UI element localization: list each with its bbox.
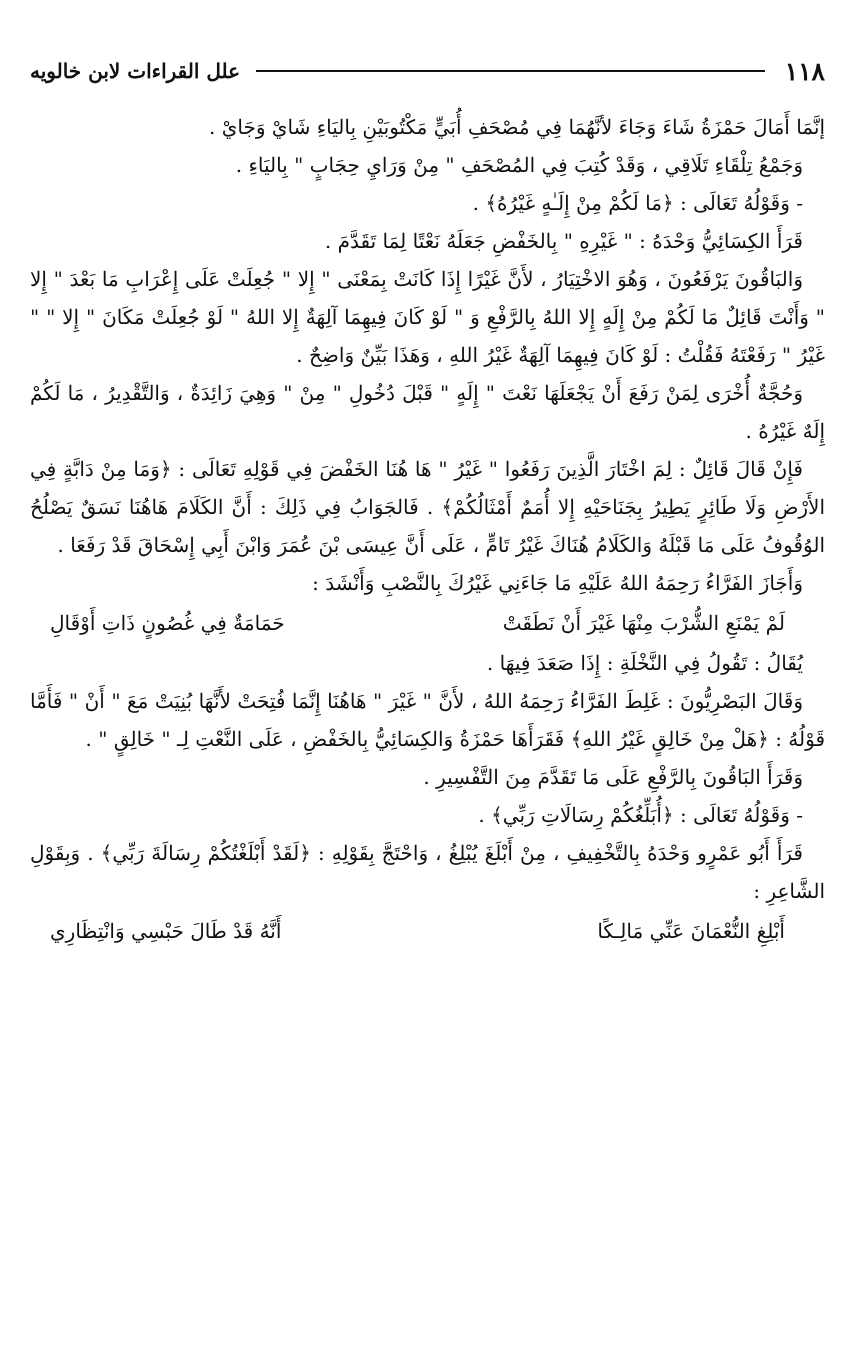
verse-first-hemistich: لَمْ يَمْنَعِ الشُّرْبَ مِنْهَا غَيْرَ أَنْ نَطَقَتْ: [502, 611, 785, 635]
paragraph: - وَقَوْلُهُ تَعَالَى : ﴿مَا لَكُمْ مِنْ إِلَـٰهٍ غَيْرُهُ﴾ .: [472, 191, 803, 215]
paragraph: قَرَأَ أَبُو عَمْرٍو وَحْدَهُ بِالتَّخْفِيفِ ، مِنْ أَبْلَغَ يُبْلِغُ ، وَاحْتَجَّ بِقَوْلِهِ : ﴿لَقَدْ أَبْلَغْتُكُمْ رِسَالَةَ رَبِّي﴾ . وَبِقَوْلِ الشَّاعِرِ :: [30, 841, 825, 903]
paragraph: وَجَمْعُ تِلْقَاءِ تَلَاقِي ، وَقَدْ كُتِبَ فِي المُصْحَفِ " مِنْ وَرَايِ حِجَابٍ " بِاليَاءِ .: [235, 153, 803, 177]
header-rule: [256, 70, 765, 72]
paragraph: وَقَرَأَ البَاقُونَ بِالرَّفْعِ عَلَى مَا تَقَدَّمَ مِنَ التَّفْسِيرِ .: [423, 765, 803, 789]
poetry-verse: [30, 604, 825, 642]
paragraph: إنَّمَا أَمَالَ حَمْزَةُ شَاءَ وَجَاءَ لأنَّهُمَا فِي مُصْحَفِ أُبَيٍّ مَكْتُوبَيْنِ بِاليَاءِ شَايْ وَجَايْ .: [209, 115, 825, 139]
paragraph: وَالبَاقُونَ يَرْفَعُونَ ، وَهُوَ الاخْتِيَارُ ، لأَنَّ غَيْرًا إِذَا كَانَتْ بِمَعْنَى " إِلا " جُعِلَتْ عَلَى إِعْرَابِ مَا بَعْدَ " إِلا " وَأَنْتَ قَائِلٌ مَا لَكُمْ مِنْ إِلَهٍ إِلا اللهُ بِالرَّفْعِ وَ " لَوْ كَانَ فِيهِمَا آلِهَةٌ إِلا اللهُ " لَوْ جُعِلَتْ مَكَانَ " إِلا " " غَيْرُ " رَفَعْتَهُ فَقُلْتُ : لَوْ كَانَ فِيهِمَا آلِهَةٌ غَيْرُ اللهِ ، وَهَذَا بَيِّنٌ وَاضِحٌ .: [30, 267, 825, 367]
paragraph: يُقَالُ : تَقُولُ فِي النَّخْلَةِ : إِذَا صَعَدَ فِيهَا .: [486, 651, 803, 675]
verse-second-hemistich: حَمَامَةٌ فِي غُصُونٍ ذَاتِ أَوْقَالِ: [50, 611, 285, 635]
paragraph: - وَقَوْلُهُ تَعَالَى : ﴿أُبَلِّغُكُمْ رِسَالَاتِ رَبِّي﴾ .: [478, 803, 803, 827]
paragraph: وَحُجَّةٌ أُخْرَى لِمَنْ رَفَعَ أَنْ يَجْعَلَهَا نَعْتَ " إِلَهٍ " قَبْلَ دُخُولِ " مِنْ " وَهِيَ زَائِدَةٌ ، وَالتَّقْدِيرُ ، مَا لَكُمْ إِلَهٌ غَيْرُهُ .: [30, 381, 825, 443]
running-title: علل القراءات لابن خالويه: [30, 59, 241, 83]
page-number: ١١٨: [784, 56, 825, 86]
paragraph: فَإِنْ قَالَ قَائِلٌ : لِمَ اخْتَارَ الَّذِينَ رَفَعُوا " غَيْرُ " هَا هُنَا الخَفْضَ فِي قَوْلِهِ تَعَالَى : ﴿وَمَا مِنْ دَابَّةٍ فِي الأَرْضِ وَلَا طَائِرٍ يَطِيرُ بِجَنَاحَيْهِ إِلا أُمَمٌ أَمْثَالُكُمْ﴾ . فَالجَوَابُ فِي ذَلِكَ : أَنَّ الكَلَامَ هَاهُنَا نَسَقٌ يَصْلُحُ الوُقُوفُ عَلَى مَا قَبْلَهُ وَالكَلَامُ هُنَاكَ غَيْرُ تَامٍّ ، عَلَى أَنَّ عِيسَى بْنَ عُمَرَ وَابْنَ أَبِي إِسْحَاقَ قَدْ رَفَعَا .: [30, 457, 825, 557]
paragraph: قَرَأَ الكِسَائِيُّ وَحْدَهُ : " غَيْرِهِ " بِالخَفْضِ جَعَلَهُ نَعْتًا لِمَا تَقَدَّمَ .: [324, 229, 803, 253]
paragraph: وَأَجَازَ الفَرَّاءُ رَحِمَهُ اللهُ عَلَيْهِ مَا جَاءَنِي غَيْرُكَ بِالنَّصْبِ وَأَنْشَدَ :: [312, 571, 803, 595]
verse-second-hemistich: أَنَّهُ قَدْ طَالَ حَبْسِي وَانْتِظَارِي: [50, 919, 282, 943]
verse-first-hemistich: أَبْلِغِ النُّعْمَانَ عَنِّي مَالِـكًا: [597, 919, 785, 943]
paragraph: وَقَالَ البَصْرِيُّونَ : غَلِطَ الفَرَّاءُ رَحِمَهُ اللهُ ، لأَنَّ " غَيْرَ " هَاهُنَا إِنَّمَا فُتِحَتْ لأَنَّهَا بُنِيَتْ مَعَ " أَنْ " فَأَمَّا قَوْلُهُ : ﴿هَلْ مِنْ خَالِقٍ غَيْرُ اللهِ﴾ فَقَرَأَهَا حَمْزَةُ وَالكِسَائِيُّ بِالخَفْضِ ، عَلَى النَّعْتِ لِـ " خَالِقٍ " .: [30, 689, 825, 751]
body-text: [30, 108, 825, 950]
poetry-verse: [30, 912, 825, 950]
page-header: [30, 48, 825, 94]
book-page: [30, 48, 825, 1348]
